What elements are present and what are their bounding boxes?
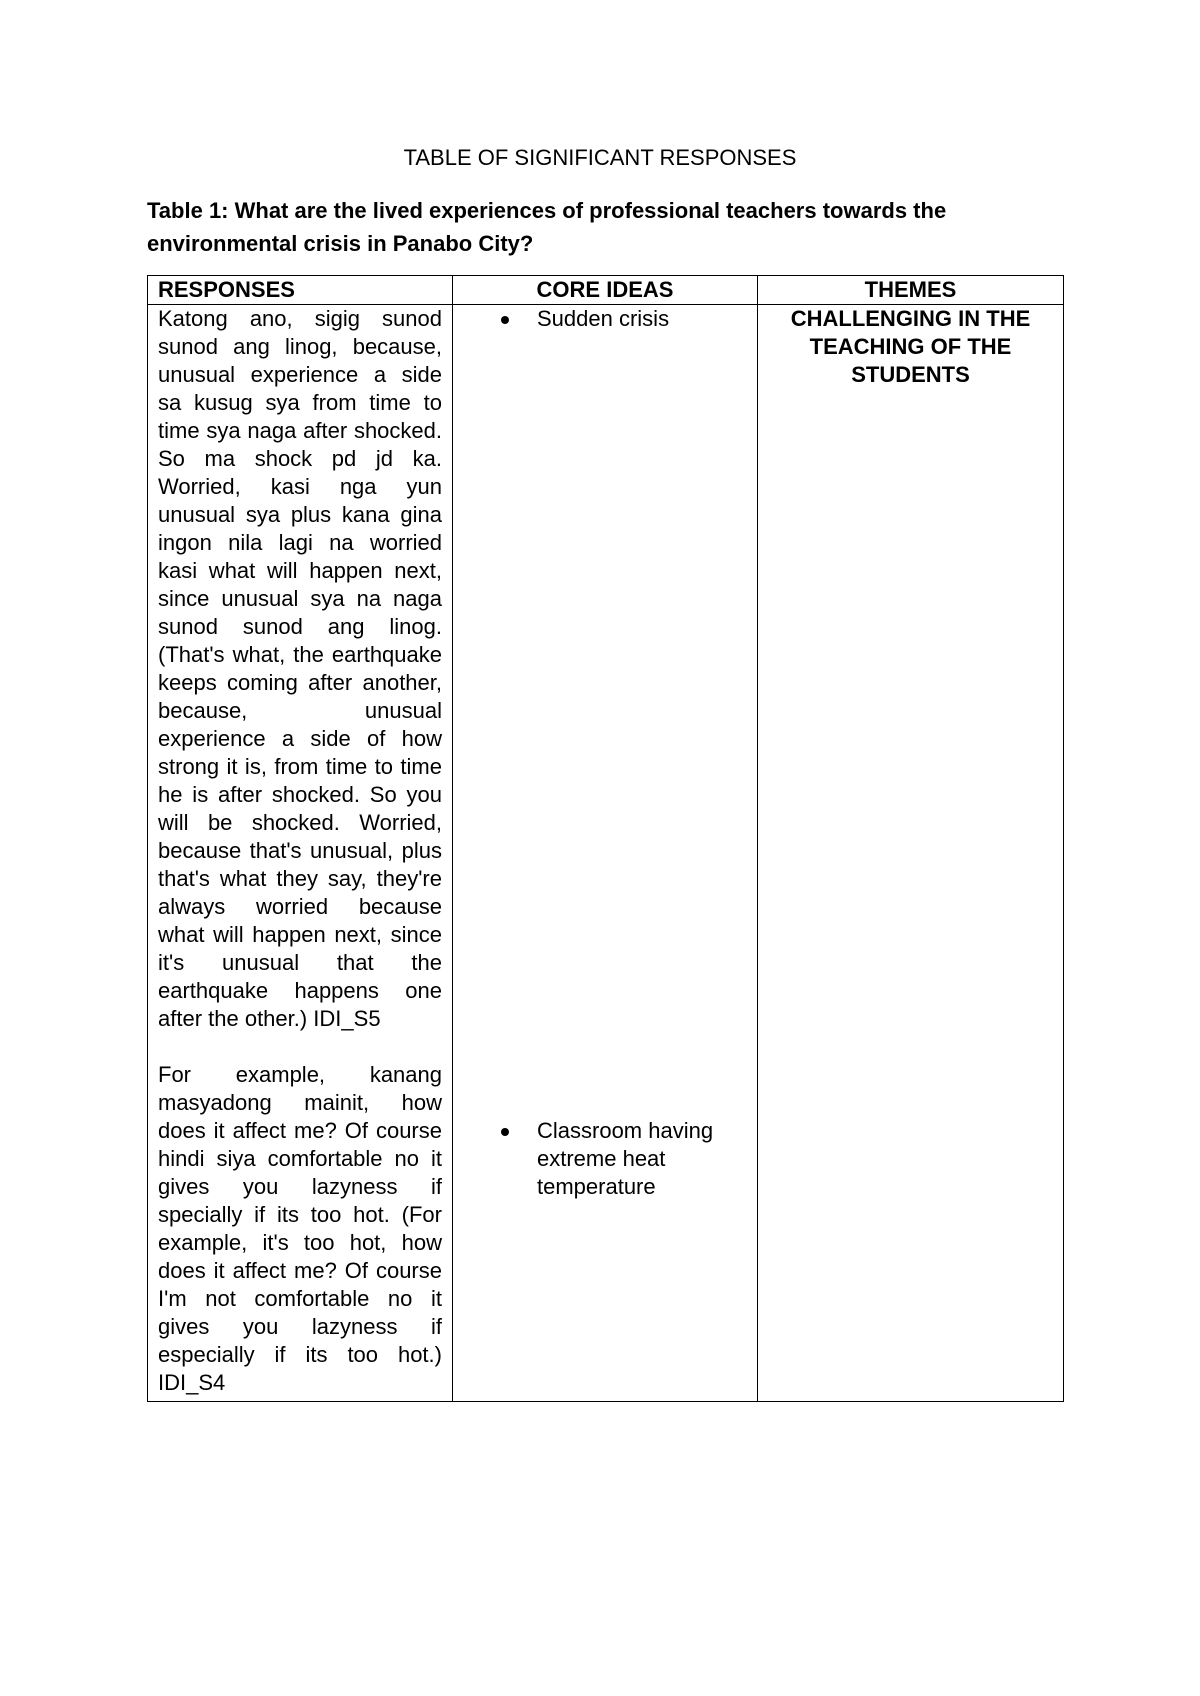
header-themes: THEMES [758,276,1064,305]
header-core-ideas: CORE IDEAS [453,276,758,305]
core-ideas-list [463,305,747,1201]
core-idea-item [463,305,747,333]
themes-cell [758,305,1064,1402]
core-idea-text: Sudden crisis [537,306,670,331]
core-idea-item [463,1117,747,1201]
core-idea-text: Classroom having extreme heat temperature [537,1118,714,1199]
core-ideas-cell [453,305,758,1402]
table-caption: Table 1: What are the lived experiences of professional teachers towards the environmental crisis in Panabo City? [147,198,947,256]
table-row [148,305,1064,1402]
theme-text: CHALLENGING IN THE TEACHING OF THE STUDENTS [790,306,1031,387]
significant-responses-table [147,275,1064,1402]
header-responses: RESPONSES [148,276,453,305]
response-text: For example, kanang masyadong mainit, how does it affect me? Of course hindi siya comfortable no it gives you lazyness if specially if its too hot. (For example, it's too hot, how does it affect me? Of course I'm not comfortable no it gives you lazyness if especially if its too hot.) IDI_S4 [158,1062,442,1395]
table-header-row [148,276,1064,305]
bullet-icon [501,316,509,324]
document-title: TABLE OF SIGNIFICANT RESPONSES [403,145,797,170]
responses-cell [148,305,453,1402]
response-text: Katong ano, sigig sunod sunod ang linog, because, unusual experience a side sa kusug sya from time to time sya naga after shocked. So ma shock pd jd ka. Worried, kasi nga yun unusual sya plus kana gina ingon nila lagi na worried kasi what will happen next, since unusual sya na naga sunod sunod ang linog. (That's what, the earthquake keeps coming after another, because, unusual experience a side of how strong it is, from time to time he is after shocked. So you will be shocked. Worried, because that's unusual, plus that's what they say, they're always worried because what will happen next, since it's unusual that the earthquake happens one after the other.) IDI_S5 [158,306,442,1031]
bullet-icon [501,1128,509,1136]
